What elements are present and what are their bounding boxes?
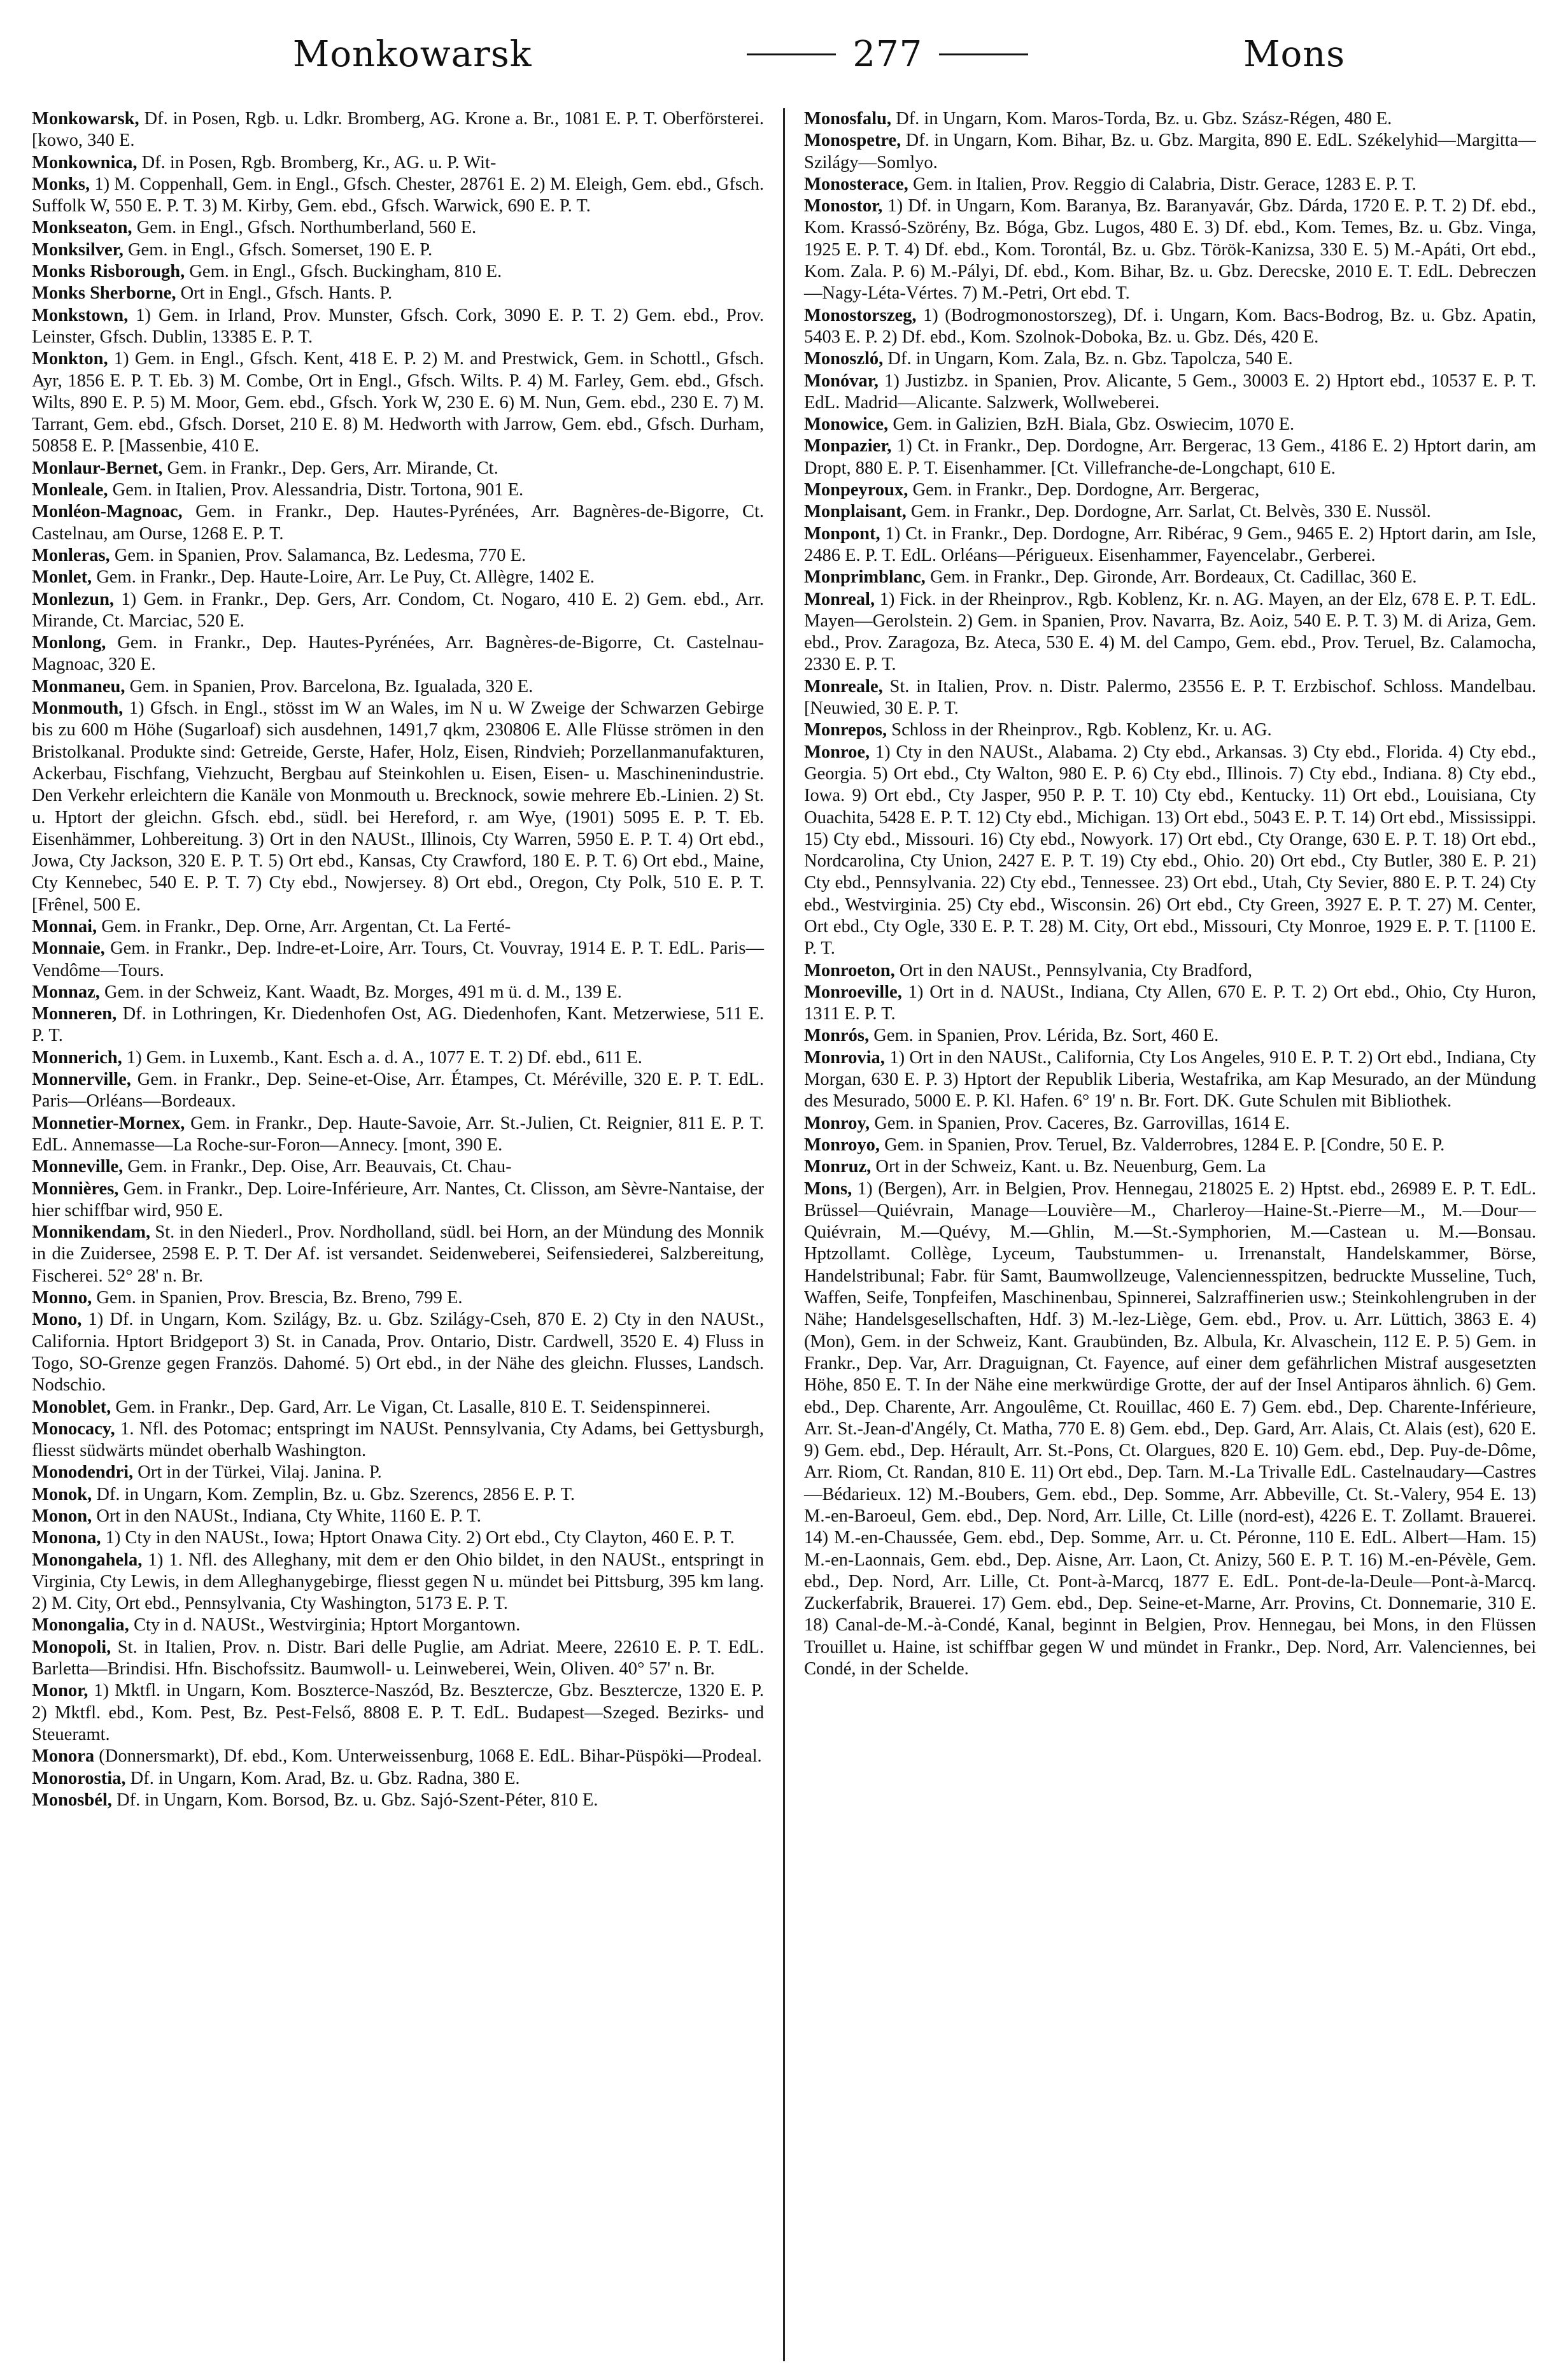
entry-headword: Monks Sherborne, [32,283,176,304]
gazetteer-entry [32,1484,764,1506]
gazetteer-entry [32,1418,764,1462]
page-number: 277 [852,33,923,75]
entry-headword: Monroyo, [804,1134,880,1155]
right-column [785,108,1536,2361]
entry-text: Gem. in Spanien, Prov. Barcelona, Bz. Igualada, 320 E. [125,676,533,696]
entry-headword: Monleale, [32,480,108,500]
gazetteer-entry [32,1550,764,1615]
entry-headword: Monkton, [32,349,108,369]
entry-headword: Monnikendam, [32,1222,151,1243]
entry-headword: Monok, [32,1484,92,1504]
gazetteer-entry [804,1047,1536,1113]
gazetteer-entry [804,960,1536,982]
gazetteer-entry [32,1768,764,1790]
entry-text: 1) Df. in Ungarn, Kom. Baranya, Bz. Baranyavár, Gbz. Dárda, 1720 E. P. T. 2) Df. ebd., Kom. Krassó-Szörény, Bz. Bóga, Gbz. Lugos, 480 E. 3) Df. ebd., Kom. Temes, Bz. u. Gbz. Vinga, 1925 E. P. T. 4) Df. ebd., Kom. Torontál, Bz. u. Gbz. Török-Kanizsa, 330 E. 5) M.-Apáti, Ort ebd., Kom. Zala. P. 6) M.-Pályi, Df. ebd., Kom. Bihar, Bz. u. Gbz. Derecske, 2010 E. T. EdL. Debreczen—Nagy-Léta-Vértes. 7) M.-Petri, Ort ebd. T. [804,196,1536,304]
entry-text: 1) (Bodrogmonostorszeg), Df. i. Ungarn, Kom. Bacs-Bodrog, Bz. u. Gbz. Apatin, 5403 E. P. 2) Df. ebd., Kom. Szolnok-Doboka, Bz. u. Gbz. Dés, 420 E. [804,305,1536,347]
entry-headword: Monléon-Magnoac, [32,502,183,522]
entry-text: St. in Italien, Prov. n. Distr. Bari delle Puglie, am Adriat. Meere, 22610 E. P. T. EdL. Barletta—Brindisi. Hfn. Bischofssitz. Baumwoll- u. Leinweberei, Wein, Oliven. 40° 57' n. Br. [32,1637,764,1679]
entry-text: Ort in den NAUSt., Pennsylvania, Cty Bradford, [894,960,1252,980]
entry-headword: Mono, [32,1310,82,1330]
gazetteer-entry [32,174,764,218]
entry-headword: Monnaz, [32,982,100,1002]
gazetteer-entry [32,479,764,501]
entry-headword: Monostor, [804,196,883,216]
entry-text: 1) Mktfl. in Ungarn, Kom. Boszterce-Naszód, Bz. Besztercze, Gbz. Besztercze, 1320 E. P. 2) Mktfl. ebd., Kom. Pest, Bz. Pest-Felső, 8808 E. P. T. EdL. Budapest—Szeged. Bezirks- und Steueramt. [32,1681,764,1744]
entry-text: Gem. in Engl., Gfsch. Somerset, 190 E. P. [123,239,433,260]
entry-headword: Monnerich, [32,1047,122,1068]
entry-text: 1. Nfl. des Potomac; entspringt im NAUSt. Pennsylvania, Cty Adams, bei Gettysburgh, fliesst südwärts mündet oberhalb Washington. [32,1418,764,1461]
gazetteer-entry [32,1287,764,1309]
entry-text: 1) Gem. in Irland, Prov. Munster, Gfsch. Cork, 3090 E. P. T. 2) Gem. ebd., Prov. Leinster, Gfsch. Dublin, 13385 E. P. T. [32,305,764,347]
gazetteer-entry [32,916,764,938]
right-catchword: Mons [1243,33,1345,75]
entry-text: Df. in Ungarn, Kom. Zemplin, Bz. u. Gbz. Szerencs, 2856 E. P. T. [92,1484,576,1504]
entry-text: Df. in Ungarn, Kom. Bihar, Bz. u. Gbz. Margita, 890 E. EdL. Székelyhid—Margitta—Szilágy—Somlyo. [804,131,1536,173]
gazetteer-entry [32,1790,764,1811]
entry-headword: Monno, [32,1288,92,1308]
entry-text: 1) (Bergen), Arr. in Belgien, Prov. Hennegau, 218025 E. 2) Hptst. ebd., 26989 E. P. T. EdL. Brüssel—Quiévrain, Manage—Louvière—M., Charleroy—Haine-St.-Pierre—M., M.—Dour—Quiévrain, M.—Quévy, M.—Ghlin, M.—St.-Symphorien, M.—Castean u. M.—Bonsau. Hptzollamt. Collège, Lyceum, Taubstummen- u. Irrenanstalt, Handelskammer, Börse, Handelstribunal; Fabr. für Samt, Baumwollzeuge, Valenciennesspitzen, bedruckte Musseline, Tuch, Waffen, Seife, Tonpfeifen, Maschinenbau, Spinnerei, Salzraffinerien usw.; Steinkohlengruben in der Nähe; Handelsgesellschaften, Hdf. 3) M.-lez-Liège, Gem. ebd., Prov. u. Arr. Lüttich, 3863 E. 4) (Mon), Gem. in der Schweiz, Kant. Graubünden, Bz. Albula, Kr. Alvaschein, 112 E. P. 5) Gem. in Frankr., Dep. Var, Arr. Draguignan, Ct. Fayence, auf einer dem gefährlichen Mistraf ausgesetzten Höhe, 850 E. T. In der Nähe eine merkwürdige Grotte, der auf der Insel Antiparos ähnlich. 6) Gem. ebd., Dep. Charente, Arr. Angoulême, Ct. Rouillac, 460 E. 7) Gem. ebd., Dep. Charente-Inférieure, Arr. St.-Jean-d'Angély, Ct. Matha, 770 E. 8) Gem. ebd., Dep. Gard, Arr. Alais, Ct. Alais (est), 620 E. 9) Gem. ebd., Dep. Hérault, Arr. St.-Pons, Ct. Olargues, 820 E. 10) Gem. ebd., Dep. Puy-de-Dôme, Arr. Riom, Ct. Randan, 810 E. 11) Ort ebd., Dep. Tarn. M.-La Trivalle EdL. Castelnaudary—Castres—Bédarieux. 12) M.-Boubers, Gem. ebd., Dep. Somme, Arr. Abbeville, Ct. St.-Valery, 954 E. 13) M.-en-Baroeul, Gem. ebd., Dep. Nord, Arr. Lille, Ct. Lille (nord-est), 4226 E. T. Zollamt. Brauerei. 14) M.-en-Chaussée, Gem. ebd., Dep. Somme, Arr. u. Ct. Péronne, 110 E. EdL. Albert—Ham. 15) M.-en-Laonnais, Gem. ebd., Dep. Aisne, Arr. Laon, Ct. Anizy, 560 E. P. T. 16) M.-en-Pévèle, Gem. ebd., Dep. Nord, Arr. Lille, Ct. Pont-à-Marcq, 1877 E. EdL. Pont-de-la-Deule—Pont-à-Marcq. Zuckerfabrik, Brauerei. 17) Gem. ebd., Dep. Seine-et-Marne, Arr. Provins, Ct. Donnemarie, 310 E. 18) Canal-de-M.-à-Condé, Kanal, beginnt in Belgien, Prov. Hennegau, bei Mons, in den Flüssen Trouillet u. Haine, ist schiffbar gegen W und mündet in Frankr., Dep. Nord, Arr. Valenciennes, bei Condé, in der Schelde. [804,1178,1536,1679]
gazetteer-entry [32,938,764,982]
entry-headword: Monneren, [32,1004,117,1024]
entry-text: Ort in der Türkei, Vilaj. Janina. P. [133,1462,382,1483]
entry-text: Ort in der Schweiz, Kant. u. Bz. Neuenburg, Gem. La [871,1157,1266,1177]
entry-headword: Monmaneu, [32,676,125,696]
entry-headword: Monplaisant, [804,502,907,522]
gazetteer-entry [32,1637,764,1681]
entry-text: Gem. in Frankr., Dep. Hautes-Pyrénées, Arr. Bagnères-de-Bigorre, Ct. Castelnau, am Ourse, 1268 E. P. T. [32,502,764,544]
entry-headword: Monroeton, [804,960,895,980]
gazetteer-entry [32,1680,764,1746]
gazetteer-entry [32,1047,764,1069]
gazetteer-entry [804,1134,1536,1156]
gazetteer-entry [32,458,764,479]
dash-right [939,53,1028,55]
gazetteer-entry [804,414,1536,435]
entry-text: Gem. in Frankr., Dep. Loire-Inférieure, Arr. Nantes, Ct. Clisson, am Sèvre-Nantaise, der hier schiffbar wird, 950 E. [32,1178,764,1220]
entry-text: 1) M. Coppenhall, Gem. in Engl., Gfsch. Chester, 28761 E. 2) M. Eleigh, Gem. ebd., Gfsch. Suffolk W, 550 E. P. T. 3) M. Kirby, Gem. ebd., Gfsch. Warwick, 690 E. P. T. [32,174,764,216]
entry-headword: Monks Risborough, [32,262,185,282]
entry-text: Gem. in Frankr., Dep. Indre-et-Loire, Arr. Tours, Ct. Vouvray, 1914 E. P. T. EdL. Paris—Vendôme—Tours. [32,938,764,980]
entry-headword: Monora [32,1746,95,1767]
gazetteer-entry [32,632,764,676]
entry-headword: Monosterace, [804,174,908,194]
entry-text: Gem. in Frankr., Dep. Gard, Arr. Le Vigan, Ct. Lasalle, 810 E. T. Seidenspinnerei. [111,1397,711,1417]
gazetteer-entry [32,1069,764,1113]
gazetteer-entry [32,567,764,588]
gazetteer-entry [32,1222,764,1287]
gazetteer-entry [804,589,1536,676]
entry-headword: Monopoli, [32,1637,111,1657]
entry-text: Gem. in Spanien, Prov. Caceres, Bz. Garrovillas, 1614 E. [870,1113,1290,1133]
entry-text: Gem. in Frankr., Dep. Seine-et-Oise, Arr. Étampes, Ct. Méréville, 320 E. P. T. EdL. Paris—Orléans—Bordeaux. [32,1070,764,1112]
entry-headword: Monkownica, [32,152,138,173]
entry-text: Df. in Lothringen, Kr. Diedenhofen Ost, AG. Diedenhofen, Kant. Metzerwiese, 511 E. P. T. [32,1004,764,1046]
gazetteer-entry [804,371,1536,414]
gazetteer-entry [804,501,1536,523]
entry-headword: Monneville, [32,1157,124,1177]
entry-text: Gem. in Frankr., Dep. Gers, Arr. Mirande, Ct. [162,458,498,478]
entry-headword: Monprimblanc, [804,567,926,588]
entry-text: Df. in Ungarn, Kom. Borsod, Bz. u. Gbz. Sajó-Szent-Péter, 810 E. [111,1790,598,1810]
entry-headword: Monona, [32,1528,101,1548]
entry-headword: Monnières, [32,1178,119,1199]
entry-headword: Monroeville, [804,982,902,1002]
entry-headword: Monor, [32,1681,88,1701]
gazetteer-entry [32,1003,764,1047]
entry-headword: Monnaie, [32,938,105,959]
page-number-group [747,34,1028,75]
left-column [32,108,783,2361]
gazetteer-entry [32,1506,764,1527]
entry-text: 1) Gem. in Luxemb., Kant. Esch a. d. A., 1077 E. T. 2) Df. ebd., 611 E. [122,1047,642,1068]
entry-headword: Mons, [804,1178,852,1199]
gazetteer-entry [804,195,1536,304]
entry-text: 1) Ort in den NAUSt., California, Cty Los Angeles, 910 E. P. T. 2) Ort ebd., Indiana, Cty Morgan, 630 E. P. 3) Hptort der Republik Liberia, Westafrika, am Kap Mesurado, an der Mündung des Mesurado, 5000 E. P. Kl. Hafen. 6° 19' n. Br. Fort. DK. Gute Schulen mit Bibliothek. [804,1047,1536,1112]
entry-text: 1) Cty in den NAUSt., Alabama. 2) Cty ebd., Arkansas. 3) Cty ebd., Florida. 4) Cty ebd., Georgia. 5) Ort ebd., Cty Walton, 980 E. P. 6) Cty ebd., Illinois. 7) Cty ebd., Indiana. 8) Cty ebd., Iowa. 9) Ort ebd., Cty Jasper, 950 P. P. T. 10) Cty ebd., Kentucky. 11) Ort ebd., Louisiana, Cty Ouachita, 5428 E. P. T. 12) Cty ebd., Michigan. 13) Ort ebd., 5043 E. P. T. 14) Ort ebd., Mississippi. 15) Cty ebd., Missouri. 16) Cty ebd., Nowyork. 17) Ort ebd., Cty Orange, 630 E. P. T. 18) Ort ebd., Nordcarolina, Cty Union, 2427 E. P. T. 19) Cty ebd., Ohio. 20) Ort ebd., Cty Butler, 380 E. P. 21) Cty ebd., Pennsylvania. 22) Cty ebd., Tennessee. 23) Ort ebd., Utah, Cty Sevier, 880 E. P. T. 24) Cty ebd., Westvirginia. 25) Cty ebd., Wisconsin. 26) Ort ebd., Cty Green, 3927 E. P. T. 27) M. Center, Ort ebd., Cty Ogle, 330 E. P. T. 28) M. City, Ort ebd., Missouri, Cty Monroe, 1929 E. P. T. [1100 E. P. T. [804,742,1536,959]
entry-headword: Monodendri, [32,1462,134,1483]
entry-text: 1) 1. Nfl. des Alleghany, mit dem er den Ohio bildet, in den NAUSt., entspringt in Virginia, Cty Lewis, in dem Alleghanygebirge, fliesst gegen N u. mündet bei Pittsburg, 395 km lang. 2) M. City, Ort ebd., Pennsylvania, Cty Washington, 5173 E. P. T. [32,1550,764,1614]
entry-headword: Monks, [32,174,90,194]
gazetteer-entry [804,108,1536,130]
entry-headword: Monosbél, [32,1790,112,1810]
entry-text: Gem. in Frankr., Dep. Gironde, Arr. Bordeaux, Ct. Cadillac, 360 E. [925,567,1417,588]
entry-headword: Monnetier-Mornex, [32,1113,185,1133]
entry-headword: Monlaur-Bernet, [32,458,163,478]
entry-headword: Monoszló, [804,349,884,369]
gazetteer-entry [804,523,1536,567]
gazetteer-entry [32,1178,764,1222]
gazetteer-entry [804,567,1536,588]
entry-text: Df. in Posen, Rgb. u. Ldkr. Bromberg, AG. Krone a. Br., 1081 E. P. T. Oberförsterei. [kowo, 340 E. [32,109,764,151]
entry-text: Gem. in Spanien, Prov. Salamanca, Bz. Ledesma, 770 E. [109,545,526,565]
entry-text: 1) Cty in den NAUSt., Iowa; Hptort Onawa City. 2) Ort ebd., Cty Clayton, 460 E. P. T. [101,1528,735,1548]
entry-text: 1) Gfsch. in Engl., stösst im W an Wales, im N u. W Zweige der Schwarzen Gebirge bis zu 600 m Höhe (Sugarloaf) sich ausdehnen, 1491,7 qkm, 230806 E. Alle Flüsse strömen in den Bristolkanal. Produkte sind: Getreide, Gerste, Hafer, Holz, Eisen, Rindvieh; Porzellanmanufakturen, Ackerbau, Fischfang, Viehzucht, Bergbau auf Steinkohlen u. Eisen, Eisen- u. Maschinenindustrie. Den Verkehr erleichtern die Kanäle von Monmouth u. Brecknock, sowie mehrere Eb.-Linien. 2) St. u. Hptort der gleichn. Gfsch. ebd., südl. bei Hereford, r. am Wye, (1901) 5095 E. P. T. Eb. Eisenhämmer, Lohbereitung. 3) Ort in den NAUSt., Illinois, Cty Warren, 5950 E. P. T. 4) Ort ebd., Jowa, Cty Jackson, 320 E. P. T. 5) Ort ebd., Kansas, Cty Crawford, 180 E. P. T. 6) Ort ebd., Maine, Cty Kennebec, 540 E. P. T. 7) Cty ebd., Nowjersey. 8) Ort ebd., Oregon, Cty Polk, 510 E. P. T. [Frênel, 500 E. [32,698,764,915]
gazetteer-entry [32,348,764,457]
entry-text: Gem. in Frankr., Dep. Dordogne, Arr. Bergerac, [908,480,1260,500]
entry-text: Gem. in Spanien, Prov. Brescia, Bz. Breno, 799 E. [92,1288,463,1308]
entry-text: Gem. in Frankr., Dep. Hautes-Pyrénées, Arr. Bagnères-de-Bigorre, Ct. Castelnau-Magnoac, 320 E. [32,633,764,675]
entry-headword: Monnerville, [32,1070,131,1090]
entry-headword: Monongahela, [32,1550,143,1570]
entry-text: Gem. in Engl., Gfsch. Northumberland, 560 E. [132,218,477,238]
entry-headword: Monlezun, [32,589,115,609]
entry-text: Ort in Engl., Gfsch. Hants. P. [176,283,393,304]
gazetteer-entry [32,676,764,698]
entry-text: Gem. in Frankr., Dep. Orne, Arr. Argentan, Ct. La Ferté- [97,916,511,936]
left-catchword: Monkowarsk [293,33,532,75]
entry-text: Df. in Ungarn, Kom. Maros-Torda, Bz. u. Gbz. Szász-Régen, 480 E. [891,109,1392,129]
entry-text: Gem. in Frankr., Dep. Haute-Loire, Arr. Le Puy, Ct. Allègre, 1402 E. [92,567,595,588]
entry-headword: Monoblet, [32,1397,111,1417]
entry-headword: Monpont, [804,523,880,544]
gazetteer-entry [804,1113,1536,1134]
entry-text: Gem. in der Schweiz, Kant. Waadt, Bz. Morges, 491 m ü. d. M., 139 E. [99,982,622,1002]
entry-text: (Donnersmarkt), Df. ebd., Kom. Unterweissenburg, 1068 E. EdL. Bihar-Püspöki—Prodeal. [94,1746,762,1767]
gazetteer-entry [32,305,764,349]
entry-headword: Monruz, [804,1157,872,1177]
entry-text: 1) Gem. in Frankr., Dep. Gers, Arr. Condom, Ct. Nogaro, 410 E. 2) Gem. ebd., Arr. Mirande, Ct. Marciac, 520 E. [32,589,764,631]
entry-headword: Monosfalu, [804,109,891,129]
gazetteer-entry [804,348,1536,370]
entry-headword: Monleras, [32,545,110,565]
gazetteer-entry [32,982,764,1003]
gazetteer-entry [804,1025,1536,1047]
entry-headword: Monostorszeg, [804,305,917,325]
gazetteer-entry [804,742,1536,960]
entry-text: Gem. in Frankr., Dep. Oise, Arr. Beauvais, Ct. Chau- [123,1157,512,1177]
gazetteer-entry [804,479,1536,501]
entry-text: 1) Justizbz. in Spanien, Prov. Alicante, 5 Gem., 30003 E. 2) Hptort ebd., 10537 E. P. T. EdL. Madrid—Alicante. Salzwerk, Wollweberei. [804,371,1536,413]
gazetteer-entry [32,1113,764,1157]
gazetteer-entry [804,174,1536,195]
entry-headword: Monkseaton, [32,218,132,238]
gazetteer-entry [804,676,1536,720]
entry-headword: Monrovia, [804,1047,885,1068]
text-columns [32,108,1536,2361]
entry-headword: Monrepos, [804,720,887,740]
entry-text: Cty in d. NAUSt., Westvirginia; Hptort Morgantown. [129,1615,521,1636]
gazetteer-entry [32,1614,764,1636]
entry-text: Gem. in Spanien, Prov. Lérida, Bz. Sort, 460 E. [869,1026,1219,1046]
entry-text: St. in den Niederl., Prov. Nordholland, südl. bei Horn, an der Mündung des Monnik in die Zuidersee, 2598 E. P. T. Der Af. ist versandet. Seidenweberei, Seifensiederei, Salzbereitung, Fischerei. 52° 28' n. Br. [32,1222,764,1286]
entry-headword: Monpazier, [804,436,892,456]
gazetteer-entry [32,261,764,283]
gazetteer-entry [32,1309,764,1396]
entry-headword: Monkowarsk, [32,109,139,129]
gazetteer-entry [804,982,1536,1026]
gazetteer-entry [32,589,764,633]
entry-text: 1) Df. in Ungarn, Kom. Szilágy, Bz. u. Gbz. Szilágy-Cseh, 870 E. 2) Cty in den NAUSt., California. Hptort Bridgeport 3) St. in Canada, Prov. Ontario, Distr. Cardwell, 3520 E. 4) Fluss in Togo, SO-Grenze gegen Französ. Dahomé. 5) Ort ebd., in der Nähe des gleichn. Flusses, Landsch. Nodschio. [32,1310,764,1395]
entry-headword: Monrós, [804,1026,870,1046]
entry-headword: Monpeyroux, [804,480,908,500]
gazetteer-entry [32,1156,764,1178]
entry-text: Gem. in Spanien, Prov. Teruel, Bz. Valderrobres, 1284 E. P. [Condre, 50 E. P. [880,1134,1445,1155]
entry-text: Schloss in der Rheinprov., Rgb. Koblenz, Kr. u. AG. [887,720,1272,740]
entry-text: Ort in den NAUSt., Indiana, Cty White, 1160 E. P. T. [92,1506,481,1526]
gazetteer-entry [32,152,764,174]
gazetteer-entry [32,698,764,916]
entry-headword: Monowice, [804,414,889,435]
gazetteer-entry [804,435,1536,479]
gazetteer-entry [32,1397,764,1418]
entry-text: Gem. in Italien, Prov. Alessandria, Distr. Tortona, 901 E. [108,480,524,500]
entry-text: Df. in Posen, Rgb. Bromberg, Kr., AG. u. P. Wit- [137,152,497,173]
entry-headword: Monóvar, [804,371,879,391]
entry-text: Gem. in Frankr., Dep. Haute-Savoie, Arr. St.-Julien, Ct. Reignier, 811 E. P. T. EdL. Annemasse—La Roche-sur-Foron—Annecy. [mont, 390 E. [32,1113,764,1155]
entry-text: Gem. in Frankr., Dep. Dordogne, Arr. Sarlat, Ct. Belvès, 330 E. Nussöl. [906,502,1431,522]
entry-headword: Monkstown, [32,305,129,325]
entry-text: 1) Gem. in Engl., Gfsch. Kent, 418 E. P. 2) M. and Prestwick, Gem. in Schottl., Gfsch. Ayr, 1856 E. P. T. Eb. 3) M. Combe, Ort in Engl., Gfsch. Wilts. P. 4) M. Farley, Gem. ebd., Gfsch. Wilts, 890 E. P. 5) M. Moor, Gem. ebd., Gfsch. York W, 230 E. 6) M. Nun, Gem. ebd., 230 E. 7) M. Tarrant, Gem. ebd., Gfsch. Dorset, 210 E. 8) M. Hedworth with Jarrow, Gem. ebd., Gfsch. Durham, 50858 E. P. [Massenbie, 410 E. [32,349,764,456]
entry-headword: Monorostia, [32,1768,126,1788]
entry-headword: Monroe, [804,742,870,762]
entry-headword: Monon, [32,1506,92,1526]
gazetteer-entry [32,545,764,567]
gazetteer-entry [32,239,764,261]
entry-text: 1) Ct. in Frankr., Dep. Dordogne, Arr. Bergerac, 13 Gem., 4186 E. 2) Hptort darin, am Dropt, 880 E. P. T. Eisenhammer. [Ct. Villefranche-de-Longchapt, 610 E. [804,436,1536,478]
gazetteer-entry [804,305,1536,349]
running-head [32,25,1536,83]
gazetteer-entry [32,283,764,304]
entry-headword: Monospetre, [804,131,901,151]
entry-text: 1) Ct. in Frankr., Dep. Dordogne, Arr. Ribérac, 9 Gem., 9465 E. 2) Hptort darin, am Isle, 2486 E. P. T. EdL. Orléans—Périgueux. Eisenhammer, Fayencelabr., Gerberei. [804,523,1536,565]
entry-headword: Monongalia, [32,1615,129,1636]
dash-left [747,53,836,55]
entry-text: Df. in Ungarn, Kom. Zala, Bz. n. Gbz. Tapolcza, 540 E. [883,349,1293,369]
entry-headword: Monmouth, [32,698,124,719]
entry-text: 1) Ort in d. NAUSt., Indiana, Cty Allen, 670 E. P. T. 2) Ort ebd., Ohio, Cty Huron, 1311 E. P. T. [804,982,1536,1024]
entry-headword: Monlong, [32,633,106,653]
gazetteer-entry [804,130,1536,174]
entry-headword: Monnai, [32,916,97,936]
entry-headword: Monlet, [32,567,92,588]
entry-headword: Monroy, [804,1113,870,1133]
entry-text: Df. in Ungarn, Kom. Arad, Bz. u. Gbz. Radna, 380 E. [125,1768,520,1788]
gazetteer-entry [804,1156,1536,1178]
gazetteer-entry [32,217,764,239]
entry-text: 1) Fick. in der Rheinprov., Rgb. Koblenz, Kr. n. AG. Mayen, an der Elz, 678 E. P. T. EdL. Mayen—Gerolstein. 2) Gem. in Spanien, Prov. Navarra, Bz. Aoiz, 540 E. P. T. 3) M. di Ariza, Gem. ebd., Prov. Zaragoza, Bz. Ateca, 530 E. 4) M. del Campo, Gem. ebd., Prov. Teruel, Bz. Calamocha, 2330 E. P. T. [804,589,1536,675]
entry-text: St. in Italien, Prov. n. Distr. Palermo, 23556 E. P. T. Erzbischof. Schloss. Mandelbau. [Neuwied, 30 E. P. T. [804,676,1536,719]
gazetteer-entry [804,719,1536,741]
entry-headword: Monreale, [804,676,883,696]
entry-headword: Monreal, [804,589,875,609]
gazetteer-entry [32,1746,764,1767]
entry-text: Gem. in Italien, Prov. Reggio di Calabria, Distr. Gerace, 1283 E. P. T. [908,174,1416,194]
gazetteer-entry [32,1527,764,1549]
entry-text: Gem. in Galizien, BzH. Biala, Gbz. Oswiecim, 1070 E. [888,414,1295,435]
entry-headword: Monksilver, [32,239,124,260]
gazetteer-entry [32,501,764,545]
gazetteer-entry [32,108,764,152]
gazetteer-entry [804,1178,1536,1681]
entry-text: Gem. in Engl., Gfsch. Buckingham, 810 E. [185,262,502,282]
gazetteer-entry [32,1462,764,1483]
entry-headword: Monocacy, [32,1418,115,1439]
